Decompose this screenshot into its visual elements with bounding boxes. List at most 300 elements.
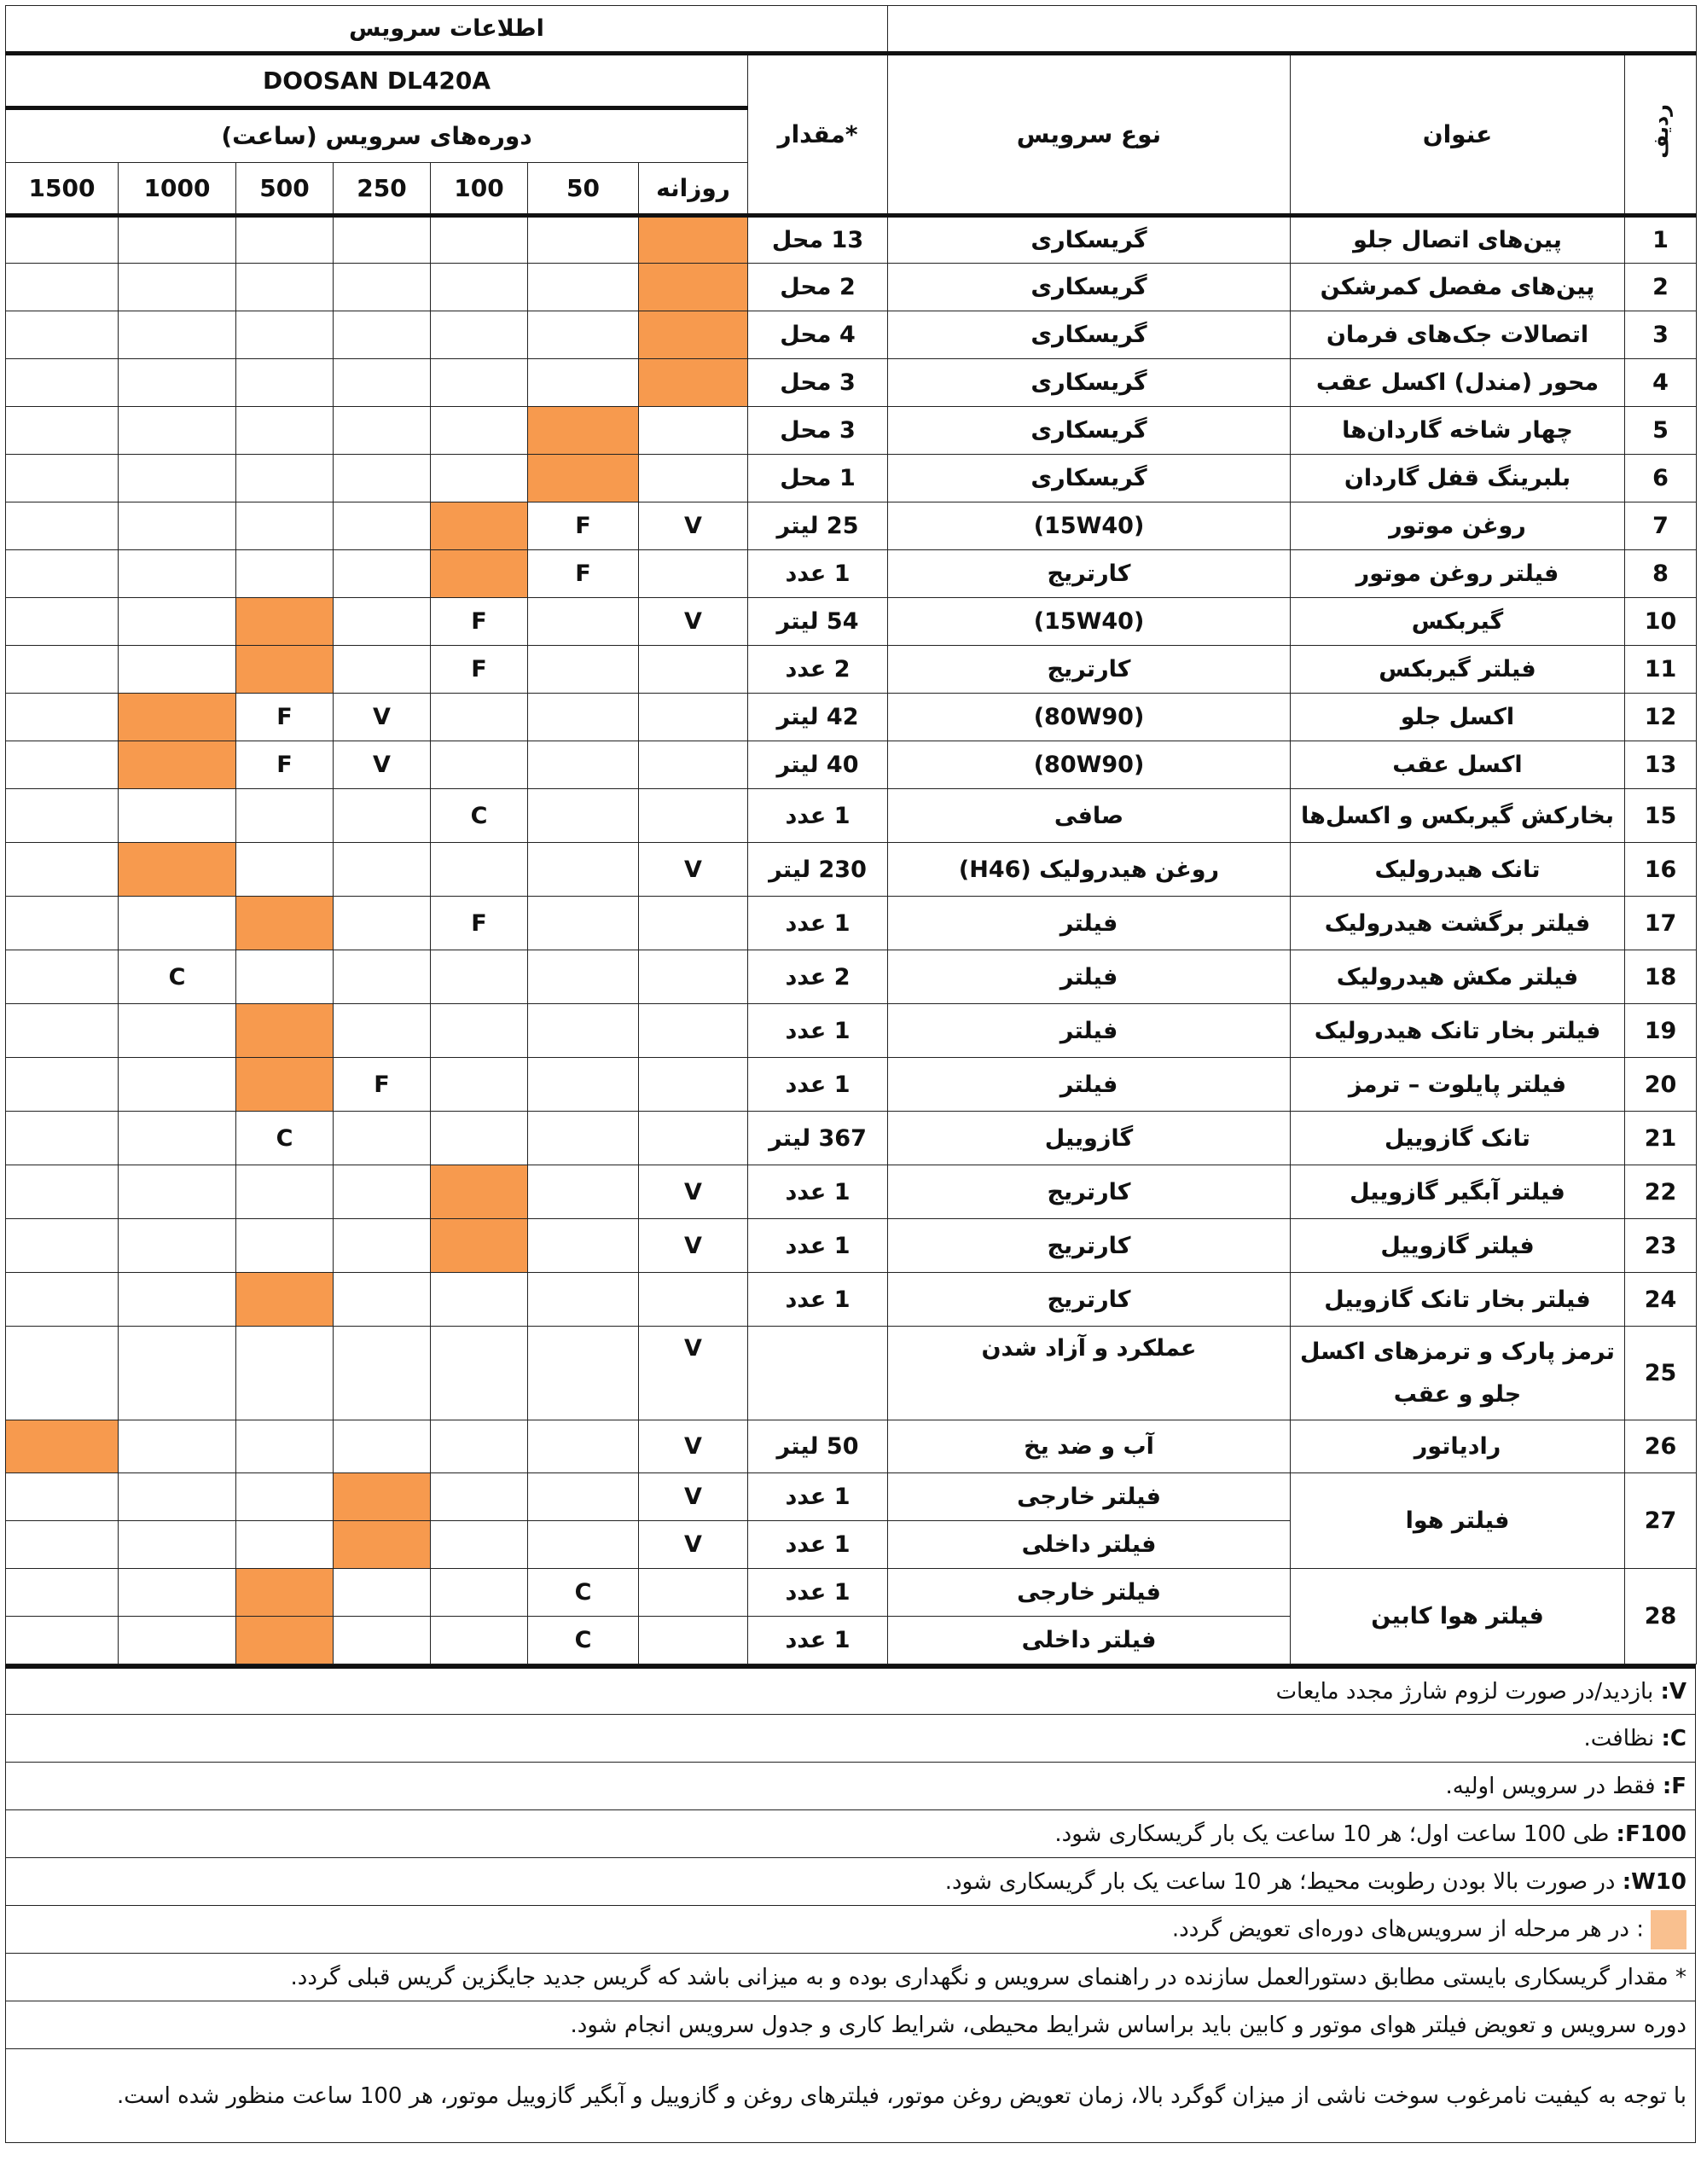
service-type-cell: گریسکاری xyxy=(888,407,1291,455)
row-number-cell: 6 xyxy=(1625,455,1697,502)
period-cell xyxy=(6,1327,119,1420)
amount-cell xyxy=(748,1327,888,1420)
title-cell: چهار شاخه گاردان‌ها xyxy=(1291,407,1625,455)
note-grease: * مقدار گریسکاری بایستی مطابق دستورالعمل سازنده در راهنمای سرویس و نگهداری بوده و به میزانی باشد که گریس جدید جایگزین گریس قبلی گردد. xyxy=(6,1954,1696,2001)
period-cell xyxy=(528,311,639,359)
period-cell xyxy=(528,1165,639,1219)
period-cell xyxy=(6,646,119,694)
service-type-cell: گریسکاری xyxy=(888,455,1291,502)
period-cell xyxy=(6,1004,119,1058)
period-header-3: 250 xyxy=(334,163,431,216)
period-cell: F xyxy=(236,741,334,789)
period-cell-marker xyxy=(431,502,528,550)
period-cell xyxy=(6,1569,119,1617)
service-type-cell: گازوییل xyxy=(888,1112,1291,1165)
row-number-cell: 21 xyxy=(1625,1112,1697,1165)
service-type-cell: (80W90) xyxy=(888,694,1291,741)
orange-swatch xyxy=(1651,1910,1686,1949)
period-cell xyxy=(431,1058,528,1112)
period-cell: F xyxy=(528,502,639,550)
period-cell xyxy=(6,694,119,741)
note-c xyxy=(6,1715,1696,1763)
service-type-cell: فیلتر داخلی xyxy=(888,1521,1291,1569)
period-cell xyxy=(334,1273,431,1327)
period-cell xyxy=(119,1569,236,1617)
row-number-cell: 24 xyxy=(1625,1273,1697,1327)
amount-cell: 1 عدد xyxy=(748,1473,888,1521)
period-cell xyxy=(6,550,119,598)
service-type-cell: فیلتر خارجی xyxy=(888,1473,1291,1521)
amount-cell: 50 لیتر xyxy=(748,1420,888,1473)
period-cell xyxy=(528,897,639,950)
note-c-key: C: xyxy=(1661,1725,1686,1751)
title-cell: فیلتر پایلوت – ترمز xyxy=(1291,1058,1625,1112)
note-f-key: F: xyxy=(1662,1773,1686,1799)
period-cell xyxy=(431,1112,528,1165)
period-cell: V xyxy=(334,694,431,741)
period-cell xyxy=(528,264,639,311)
table-row xyxy=(6,789,1697,843)
period-cell xyxy=(431,216,528,264)
period-cell xyxy=(119,646,236,694)
row-number-cell: 3 xyxy=(1625,311,1697,359)
row-number-cell: 26 xyxy=(1625,1420,1697,1473)
amount-cell: 3 محل xyxy=(748,407,888,455)
note-f100-text: طی 100 ساعت اول؛ هر 10 ساعت یک بار گریسکاری شود. xyxy=(1054,1821,1617,1847)
period-cell xyxy=(528,1327,639,1420)
period-cell xyxy=(334,897,431,950)
period-cell xyxy=(528,741,639,789)
period-cell xyxy=(528,950,639,1004)
period-cell xyxy=(431,1569,528,1617)
period-cell xyxy=(639,455,748,502)
period-cell xyxy=(119,897,236,950)
period-cell xyxy=(236,407,334,455)
title-cell: فیلتر بخار تانک گازوییل xyxy=(1291,1273,1625,1327)
table-row xyxy=(6,407,1697,455)
note-f100 xyxy=(6,1810,1696,1858)
title-line-2: جلو و عقب xyxy=(1393,1380,1522,1408)
note-w10-text: در صورت بالا بودن رطوبت محیط؛ هر 10 ساعت یک بار گریسکاری شود. xyxy=(944,1868,1623,1895)
period-cell xyxy=(334,1219,431,1273)
amount-cell: 1 عدد xyxy=(748,1004,888,1058)
service-table xyxy=(5,5,1697,1664)
period-cell xyxy=(6,950,119,1004)
period-cell xyxy=(334,789,431,843)
note-airfilter: دوره سرویس و تعویض فیلتر هوای موتور و کابین باید براساس شرایط محیطی، شرایط کاری و جدول سرویس انجام شود. xyxy=(6,2001,1696,2049)
period-header-2: 500 xyxy=(236,163,334,216)
period-cell-marker xyxy=(639,311,748,359)
period-cell xyxy=(119,1420,236,1473)
period-cell xyxy=(431,264,528,311)
table-row xyxy=(6,694,1697,741)
service-type-cell: عملکرد و آزاد شدن xyxy=(888,1327,1291,1420)
note-f-text: فقط در سرویس اولیه. xyxy=(1445,1773,1663,1799)
period-cell: V xyxy=(639,502,748,550)
table-row xyxy=(6,1273,1697,1327)
table-row xyxy=(6,843,1697,897)
period-cell xyxy=(119,1473,236,1521)
title-cell: محور (مندل) اکسل عقب xyxy=(1291,359,1625,407)
row-number-cell: 18 xyxy=(1625,950,1697,1004)
period-cell xyxy=(431,741,528,789)
amount-cell: 54 لیتر xyxy=(748,598,888,646)
period-cell xyxy=(6,455,119,502)
period-cell: F xyxy=(528,550,639,598)
period-cell xyxy=(334,1165,431,1219)
table-row xyxy=(6,216,1697,264)
period-cell-marker xyxy=(236,598,334,646)
period-cell xyxy=(6,407,119,455)
title-cell: بلبرینگ قفل گاردان xyxy=(1291,455,1625,502)
period-cell: C xyxy=(236,1112,334,1165)
service-type-cell: فیلتر xyxy=(888,1058,1291,1112)
service-type-cell: فیلتر داخلی xyxy=(888,1617,1291,1664)
period-cell xyxy=(334,843,431,897)
period-cell xyxy=(528,1521,639,1569)
period-cell xyxy=(528,646,639,694)
period-header-6: روزانه xyxy=(639,163,748,216)
note-v-text: بازدید/در صورت لزوم شارژ مجدد مایعات xyxy=(1275,1678,1661,1705)
row-number-cell: 5 xyxy=(1625,407,1697,455)
period-cell xyxy=(334,1327,431,1420)
note-swatch xyxy=(6,1906,1696,1954)
table-row xyxy=(6,455,1697,502)
amount-cell: 40 لیتر xyxy=(748,741,888,789)
period-cell xyxy=(236,1165,334,1219)
title-cell: فیلتر آبگیر گازوییل xyxy=(1291,1165,1625,1219)
periods-title: دوره‌های سرویس (ساعت) xyxy=(6,108,748,163)
service-type-cell: فیلتر خارجی xyxy=(888,1569,1291,1617)
period-cell xyxy=(334,1420,431,1473)
amount-cell: 1 عدد xyxy=(748,550,888,598)
service-type-cell: گریسکاری xyxy=(888,216,1291,264)
period-cell xyxy=(639,789,748,843)
title-cell: فیلتر هوا کابین xyxy=(1291,1569,1625,1664)
period-cell xyxy=(528,694,639,741)
title-cell: پین‌های اتصال جلو xyxy=(1291,216,1625,264)
period-cell: V xyxy=(639,1327,748,1420)
period-cell: V xyxy=(639,598,748,646)
service-type-cell: فیلتر xyxy=(888,1004,1291,1058)
note-v xyxy=(6,1667,1696,1715)
row-number-cell: 1 xyxy=(1625,216,1697,264)
service-type-cell: روغن هیدرولیک (H46) xyxy=(888,843,1291,897)
title-cell: روغن موتور xyxy=(1291,502,1625,550)
period-cell xyxy=(334,1004,431,1058)
period-cell-marker xyxy=(236,1569,334,1617)
service-type-cell: (80W90) xyxy=(888,741,1291,789)
period-cell-marker xyxy=(6,1420,119,1473)
row-number-cell: 28 xyxy=(1625,1569,1697,1664)
period-cell: C xyxy=(431,789,528,843)
period-cell xyxy=(119,1004,236,1058)
period-cell-marker xyxy=(119,843,236,897)
service-type-cell: کارتریج xyxy=(888,1219,1291,1273)
model-name: DOOSAN DL420A xyxy=(6,54,748,108)
period-cell xyxy=(236,311,334,359)
row-number-cell: 17 xyxy=(1625,897,1697,950)
amount-cell: 367 لیتر xyxy=(748,1112,888,1165)
period-cell-marker xyxy=(119,694,236,741)
period-cell-marker xyxy=(528,455,639,502)
note-w10-key: W10: xyxy=(1622,1868,1686,1895)
period-cell xyxy=(236,843,334,897)
period-cell xyxy=(528,789,639,843)
title-cell xyxy=(1291,1327,1625,1420)
service-type-cell: (15W40) xyxy=(888,598,1291,646)
period-cell xyxy=(6,1165,119,1219)
amount-cell: 4 محل xyxy=(748,311,888,359)
table-row xyxy=(6,1058,1697,1112)
period-cell-marker xyxy=(431,1165,528,1219)
period-cell xyxy=(639,897,748,950)
table-row xyxy=(6,1165,1697,1219)
title-cell: تانک هیدرولیک xyxy=(1291,843,1625,897)
period-cell xyxy=(334,311,431,359)
period-cell xyxy=(639,1112,748,1165)
amount-cell: 2 عدد xyxy=(748,646,888,694)
note-f xyxy=(6,1763,1696,1810)
service-type-cell: فیلتر xyxy=(888,897,1291,950)
row-number-cell: 22 xyxy=(1625,1165,1697,1219)
period-cell xyxy=(431,1420,528,1473)
period-cell-marker xyxy=(639,264,748,311)
period-cell-marker xyxy=(236,646,334,694)
period-cell xyxy=(6,1521,119,1569)
table-row xyxy=(6,1473,1697,1521)
row-number-cell: 12 xyxy=(1625,694,1697,741)
header-row-number-text: ردیف xyxy=(1648,104,1673,159)
period-cell-marker xyxy=(431,1219,528,1273)
amount-cell: 1 عدد xyxy=(748,789,888,843)
period-cell xyxy=(431,694,528,741)
table-row xyxy=(6,264,1697,311)
row-number-cell: 7 xyxy=(1625,502,1697,550)
period-cell-marker xyxy=(639,359,748,407)
amount-cell: 2 عدد xyxy=(748,950,888,1004)
table-row xyxy=(6,502,1697,550)
period-cell xyxy=(236,1521,334,1569)
period-cell xyxy=(119,1273,236,1327)
table-row xyxy=(6,1327,1697,1420)
period-cell xyxy=(6,741,119,789)
period-cell xyxy=(639,407,748,455)
period-cell: F xyxy=(431,646,528,694)
period-cell xyxy=(334,502,431,550)
period-cell xyxy=(6,789,119,843)
period-cell xyxy=(6,359,119,407)
period-cell xyxy=(431,950,528,1004)
period-header-0: 1500 xyxy=(6,163,119,216)
period-cell: V xyxy=(639,1420,748,1473)
period-cell xyxy=(528,216,639,264)
period-cell xyxy=(431,359,528,407)
period-cell xyxy=(236,950,334,1004)
period-cell xyxy=(334,264,431,311)
section-title-blank xyxy=(888,6,1697,54)
period-cell xyxy=(119,311,236,359)
amount-cell: 1 عدد xyxy=(748,897,888,950)
title-cell: تانک گازوییل xyxy=(1291,1112,1625,1165)
period-cell xyxy=(119,789,236,843)
header-amount: مقدار* xyxy=(748,54,888,216)
title-cell: فیلتر گازوییل xyxy=(1291,1219,1625,1273)
period-cell xyxy=(639,1273,748,1327)
period-cell xyxy=(431,1521,528,1569)
table-row xyxy=(6,741,1697,789)
period-cell xyxy=(334,407,431,455)
table-row xyxy=(6,1569,1697,1617)
period-cell xyxy=(528,1058,639,1112)
period-cell xyxy=(119,455,236,502)
period-cell xyxy=(431,1273,528,1327)
note-w10 xyxy=(6,1858,1696,1906)
title-cell: بخارکش گیربکس و اکسل‌ها xyxy=(1291,789,1625,843)
service-type-cell: کارتریج xyxy=(888,1273,1291,1327)
period-cell: F xyxy=(431,598,528,646)
period-cell-marker xyxy=(119,741,236,789)
notes-table xyxy=(5,1664,1696,2143)
service-type-cell: گریسکاری xyxy=(888,359,1291,407)
period-cell xyxy=(334,550,431,598)
table-row xyxy=(6,646,1697,694)
amount-cell: 1 عدد xyxy=(748,1569,888,1617)
row-number-cell: 11 xyxy=(1625,646,1697,694)
service-type-cell: گریسکاری xyxy=(888,311,1291,359)
period-cell xyxy=(334,1569,431,1617)
period-cell xyxy=(6,1617,119,1664)
amount-cell: 230 لیتر xyxy=(748,843,888,897)
table-row xyxy=(6,1219,1697,1273)
row-number-cell: 2 xyxy=(1625,264,1697,311)
period-cell-marker xyxy=(236,1004,334,1058)
service-type-cell: کارتریج xyxy=(888,550,1291,598)
period-cell xyxy=(119,550,236,598)
amount-cell: 13 محل xyxy=(748,216,888,264)
period-cell xyxy=(6,1273,119,1327)
service-type-cell: (15W40) xyxy=(888,502,1291,550)
period-cell: F xyxy=(431,897,528,950)
period-cell xyxy=(639,694,748,741)
period-cell xyxy=(6,1058,119,1112)
row-number-cell: 10 xyxy=(1625,598,1697,646)
period-cell xyxy=(6,1112,119,1165)
period-cell: C xyxy=(528,1617,639,1664)
title-cell: رادیاتور xyxy=(1291,1420,1625,1473)
row-number-cell: 20 xyxy=(1625,1058,1697,1112)
service-type-cell: کارتریج xyxy=(888,1165,1291,1219)
period-cell xyxy=(236,455,334,502)
title-cell: فیلتر هوا xyxy=(1291,1473,1625,1569)
amount-cell: 1 عدد xyxy=(748,1273,888,1327)
title-cell: فیلتر گیربکس xyxy=(1291,646,1625,694)
period-cell xyxy=(431,1004,528,1058)
period-cell xyxy=(119,502,236,550)
period-cell xyxy=(528,1420,639,1473)
period-cell xyxy=(528,1473,639,1521)
service-sheet xyxy=(5,5,1696,2143)
note-swatch-text: : در هر مرحله از سرویس‌های دوره‌ای تعویض گردد. xyxy=(1171,1916,1644,1942)
period-cell xyxy=(119,1521,236,1569)
title-cell: فیلتر مکش هیدرولیک xyxy=(1291,950,1625,1004)
period-cell xyxy=(431,1327,528,1420)
period-cell: F xyxy=(236,694,334,741)
title-line-1: ترمز پارک و ترمزهای اکسل xyxy=(1300,1338,1615,1365)
period-cell: C xyxy=(119,950,236,1004)
amount-cell: 1 عدد xyxy=(748,1521,888,1569)
title-cell: اتصالات جک‌های فرمان xyxy=(1291,311,1625,359)
period-cell xyxy=(236,1219,334,1273)
period-cell xyxy=(236,550,334,598)
period-cell xyxy=(639,741,748,789)
period-cell xyxy=(431,843,528,897)
period-cell-marker xyxy=(639,216,748,264)
period-cell-marker xyxy=(236,1273,334,1327)
row-number-cell: 16 xyxy=(1625,843,1697,897)
period-cell xyxy=(6,216,119,264)
period-cell xyxy=(528,843,639,897)
period-cell xyxy=(334,598,431,646)
service-type-cell: آب و ضد یخ xyxy=(888,1420,1291,1473)
amount-cell: 3 محل xyxy=(748,359,888,407)
period-cell xyxy=(334,359,431,407)
service-type-cell: گریسکاری xyxy=(888,264,1291,311)
period-cell xyxy=(236,216,334,264)
amount-cell: 2 محل xyxy=(748,264,888,311)
period-cell xyxy=(236,359,334,407)
row-number-cell: 25 xyxy=(1625,1327,1697,1420)
amount-cell: 1 محل xyxy=(748,455,888,502)
header-type: نوع سرویس xyxy=(888,54,1291,216)
title-cell: پین‌های مفصل کمرشکن xyxy=(1291,264,1625,311)
period-cell xyxy=(334,1112,431,1165)
table-row xyxy=(6,1420,1697,1473)
amount-cell: 42 لیتر xyxy=(748,694,888,741)
period-header-5: 50 xyxy=(528,163,639,216)
period-cell xyxy=(236,1473,334,1521)
period-cell xyxy=(639,1617,748,1664)
period-cell xyxy=(119,216,236,264)
header-row-number xyxy=(1625,54,1697,216)
period-cell xyxy=(334,216,431,264)
period-cell xyxy=(119,1112,236,1165)
period-cell: C xyxy=(528,1569,639,1617)
period-header-4: 100 xyxy=(431,163,528,216)
amount-cell: 1 عدد xyxy=(748,1219,888,1273)
period-cell xyxy=(6,264,119,311)
period-cell xyxy=(528,1004,639,1058)
service-type-cell: کارتریج xyxy=(888,646,1291,694)
section-title: اطلاعات سرویس xyxy=(6,6,888,54)
title-cell: اکسل جلو xyxy=(1291,694,1625,741)
amount-cell: 25 لیتر xyxy=(748,502,888,550)
note-sulfur: با توجه به کیفیت نامرغوب سوخت ناشی از میزان گوگرد بالا، زمان تعویض روغن موتور، فیلترهای روغن و گازوییل و آبگیر گازوییل موتور، هر 100 ساعت منظور شده است. xyxy=(6,2049,1696,2143)
table-row xyxy=(6,359,1697,407)
period-cell: V xyxy=(639,1219,748,1273)
period-cell xyxy=(236,264,334,311)
period-cell: V xyxy=(639,1521,748,1569)
table-row xyxy=(6,550,1697,598)
period-cell-marker xyxy=(431,550,528,598)
amount-cell: 1 عدد xyxy=(748,1165,888,1219)
note-f100-key: F100: xyxy=(1616,1821,1686,1847)
period-cell xyxy=(119,264,236,311)
period-cell xyxy=(334,455,431,502)
period-cell-marker xyxy=(236,897,334,950)
period-cell xyxy=(119,1165,236,1219)
period-cell: V xyxy=(639,1165,748,1219)
